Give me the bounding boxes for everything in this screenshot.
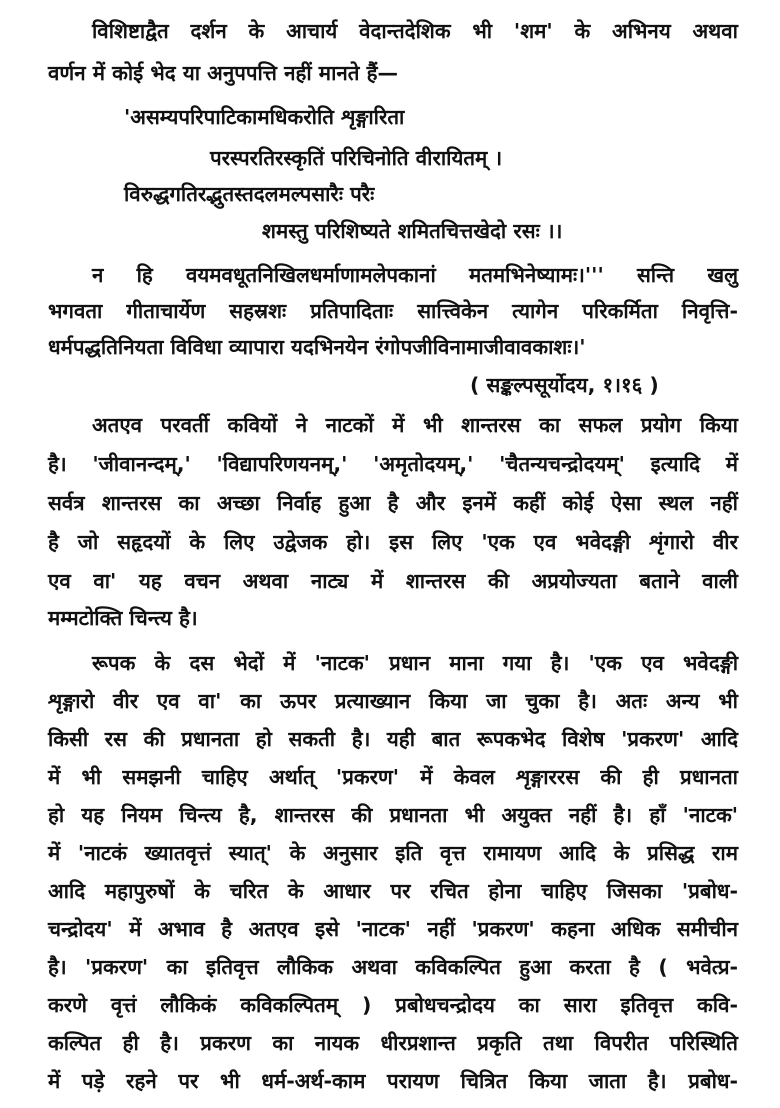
body-line: आदि महापुरुषों के चरित के आधार पर रचित होना चाहिए जिसका 'प्रबोध- [48,879,738,903]
body-line: रूपक के दस भेदों में 'नाटक' प्रधान माना गया है। 'एक एव भवेदङ्गी [92,651,738,675]
intro-line: वर्णन में कोई भेद या अनुपपत्ति नहीं मानते हैं— [48,61,398,85]
body-line: कल्पित ही है। प्रकरण का नायक धीरप्रशान्त प्रकृति तथा विपरीत परिस्थिति [48,1031,738,1055]
body-line: में भी समझनी चाहिए अर्थात् 'प्रकरण' में केवल शृङ्गाररस की ही प्रधानता [48,765,738,789]
verse-line: शमस्तु परिशिष्यते शमितचित्तखेदो रसः ।। [262,219,563,243]
body-line: एव वा' यह वचन अथवा नाट्य में शान्तरस की अप्रयोज्यता बताने वाली [48,569,738,593]
body-line: में पड़े रहने पर भी धर्म-अर्थ-काम परायण चित्रित किया जाता है। प्रबोध- [48,1069,738,1093]
body-line: अतएव परवर्ती कवियों ने नाटकों में भी शान्तरस का सफल प्रयोग किया [92,413,738,437]
intro-line: विशिष्टाद्वैत दर्शन के आचार्य वेदान्तदेशिक भी 'शम' के अभिनय अथवा [92,19,738,43]
citation: ( सङ्कल्पसूर्योदय, १।१६ ) [470,373,659,397]
body-line: चन्द्रोदय' में अभाव है अतएव इसे 'नाटक' नहीं 'प्रकरण' कहना अधिक समीचीन [48,917,738,941]
quote-line: न हि वयमवधूतनिखिलधर्माणामलेपकानां मतमभिनेष्यामः।''' सन्ति खलु [92,263,738,287]
body-line: शृङ्गारो वीर एव वा' का ऊपर प्रत्याख्यान किया जा चुका है। अतः अन्य भी [48,689,738,713]
body-line: है। 'प्रकरण' का इतिवृत्त लौकिक अथवा कविकल्पित हुआ करता है ( भवेत्प्र- [48,955,738,979]
verse-line: विरुद्धगतिरद्भुतस्तदलमल्पसारैः परैः [124,182,375,206]
quote-line: धर्मपद्धतिनियता विविधा व्यापारा यदभिनयेन रंगोपजीविनामाजीवावकाशः।' [48,335,586,359]
verse-line: 'असम्यपरिपाटिकामधिकरोति शृङ्गारिता [124,105,405,129]
quote-line: भगवता गीताचार्येण सहस्रशः प्रतिपादिताः सात्त्विकेन त्यागेन परिकर्मिता निवृत्ति- [48,299,738,323]
body-line: मम्मटोक्ति चिन्त्य है। [48,606,198,630]
body-line: है जो सहृदयों के लिए उद्वेजक हो। इस लिए 'एक एव भवेदङ्गी शृंगारो वीर [48,530,738,554]
body-line: सर्वत्र शान्तरस का अच्छा निर्वाह हुआ है और इनमें कहीं कोई ऐसा स्थल नहीं [48,491,738,515]
body-line: में 'नाटकं ख्यातवृत्तं स्यात्' के अनुसार इति वृत्त रामायण आदि के प्रसिद्ध राम [48,841,738,865]
verse-line: परस्परतिरस्कृतिं परिचिनोति वीरायितम् । [210,146,503,170]
body-line: हो यह नियम चिन्त्य है, शान्तरस की प्रधानता भी अयुक्त नहीं है। हाँ 'नाटक' [48,803,738,827]
body-line: है। 'जीवानन्दम्,' 'विद्यापरिणयनम्,' 'अमृतोदयम्,' 'चैतन्यचन्द्रोदयम्' इत्यादि में [48,452,738,476]
body-line: करणे वृत्तं लौकिकं कविकल्पितम् ) प्रबोधचन्द्रोदय का सारा इतिवृत्त कवि- [48,993,738,1017]
body-line: किसी रस की प्रधानता हो सकती है। यही बात रूपकभेद विशेष 'प्रकरण' आदि [48,727,738,751]
